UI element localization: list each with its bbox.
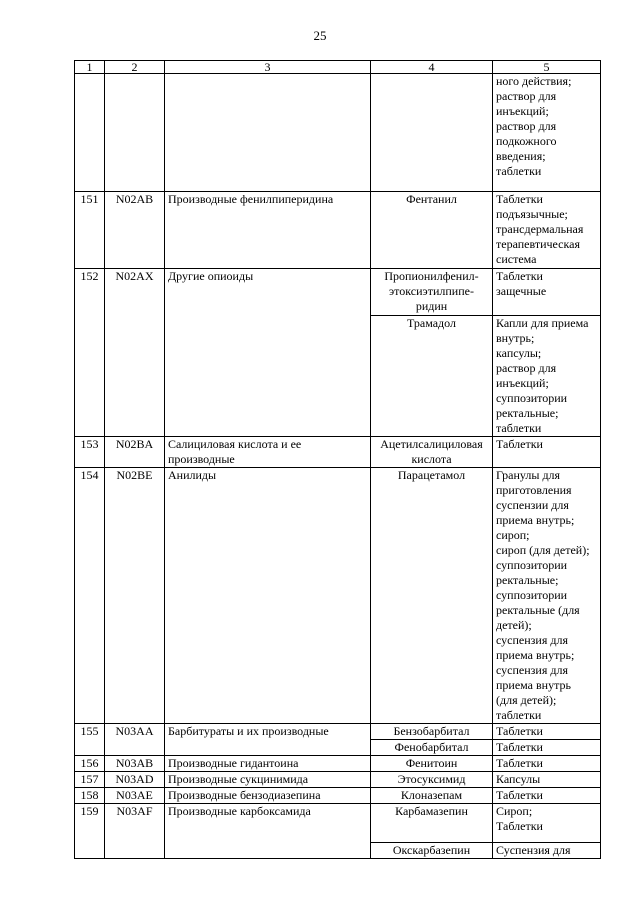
table-row	[75, 74, 601, 192]
number-cell: 159	[75, 804, 105, 859]
cell-text-line: раствор для	[496, 361, 557, 375]
inn-cell: Этосуксимид	[371, 772, 493, 788]
column-header: 3	[165, 61, 371, 74]
cell-text-line: этоксиэтилпипе-	[389, 284, 474, 298]
number-cell: 154	[75, 468, 105, 724]
cell-text-line: введения;	[496, 149, 546, 163]
cell-text-line: суспензия для	[496, 633, 568, 647]
cell-text-line: Салициловая кислота и ее	[168, 437, 302, 451]
table-row	[75, 468, 601, 724]
forms-cell	[493, 269, 601, 316]
forms-cell	[493, 437, 601, 468]
cell-text-line: защечные	[496, 284, 547, 298]
number-cell: 157	[75, 772, 105, 788]
cell-text-line: суппозитории	[496, 588, 568, 602]
cell-text-line: суспензии для	[496, 498, 569, 512]
inn-cell: Бензобарбитал	[371, 724, 493, 740]
number-cell: 158	[75, 788, 105, 804]
cell-text-line: трансдермальная	[496, 222, 584, 236]
inn-cell: Фенитоин	[371, 756, 493, 772]
cell-text-line: Пропионилфенил-	[384, 269, 479, 283]
code-cell: N02BE	[105, 468, 165, 724]
forms-cell	[493, 468, 601, 724]
group-cell: Производные фенилпиперидина	[165, 192, 371, 269]
cell-text-line: раствор для	[496, 119, 557, 133]
code-cell: N03AB	[105, 756, 165, 772]
cell-text-line: сироп;	[496, 528, 530, 542]
table-row	[75, 269, 601, 316]
cell-text-line: суспензия для	[496, 663, 568, 677]
cell-text-line: ректальные;	[496, 573, 559, 587]
code-cell: N02BA	[105, 437, 165, 468]
cell-text-line: таблетки	[496, 421, 542, 435]
inn-cell: Парацетамол	[371, 468, 493, 724]
cell-text-line: Таблетки	[496, 437, 543, 451]
number-cell: 152	[75, 269, 105, 437]
inn-cell: Окскарбазепин	[371, 843, 493, 859]
cell-text-line: детей);	[496, 618, 532, 632]
number-cell: 153	[75, 437, 105, 468]
table-row	[75, 192, 601, 269]
forms-cell: Таблетки	[493, 756, 601, 772]
code-cell: N03AA	[105, 724, 165, 756]
cell-text-line: приема внутрь;	[496, 648, 575, 662]
cell-text-line: производные	[168, 452, 235, 466]
number-cell: 151	[75, 192, 105, 269]
cell-text-line: система	[496, 252, 537, 266]
column-header: 2	[105, 61, 165, 74]
cell-text-line: Капли для приема	[496, 316, 589, 330]
cell-text-line: Сироп;	[496, 804, 533, 818]
cell-text-line: внутрь;	[496, 331, 535, 345]
group-cell	[165, 437, 371, 468]
number-cell: 156	[75, 756, 105, 772]
cell-text-line: приема внутрь	[496, 678, 571, 692]
table-row	[75, 772, 601, 788]
code-cell: N03AD	[105, 772, 165, 788]
cell-text-line: инъекций;	[496, 104, 549, 118]
table-row	[75, 756, 601, 772]
cell-text-line: подкожного	[496, 134, 557, 148]
group-cell: Производные бензодиазепина	[165, 788, 371, 804]
cell-text-line: ректальные (для	[496, 603, 580, 617]
inn-cell: Фентанил	[371, 192, 493, 269]
inn-cell: Трамадол	[371, 316, 493, 437]
cell-text-line: ректальные;	[496, 406, 559, 420]
group-cell: Производные карбоксамида	[165, 804, 371, 859]
column-header: 4	[371, 61, 493, 74]
forms-cell: Суспензия для	[493, 843, 601, 859]
forms-cell	[493, 316, 601, 437]
column-header: 1	[75, 61, 105, 74]
cell-text-line: Ацетилсалициловая	[380, 437, 483, 451]
cell-text-line: капсулы;	[496, 346, 542, 360]
cell-text-line: терапевтическая	[496, 237, 580, 251]
table-row	[75, 804, 601, 843]
group-cell: Анилиды	[165, 468, 371, 724]
inn-cell: Фенобарбитал	[371, 740, 493, 756]
cell-text-line: ного действия;	[496, 74, 572, 88]
code-cell: N02AX	[105, 269, 165, 437]
cell-text-line: таблетки	[496, 164, 542, 178]
code-cell: N03AE	[105, 788, 165, 804]
cell-text-line: Таблетки	[496, 269, 543, 283]
table-row	[75, 724, 601, 740]
column-header: 5	[493, 61, 601, 74]
inn-cell	[371, 269, 493, 316]
page-number: 25	[313, 28, 327, 43]
code-cell: N02AB	[105, 192, 165, 269]
group-cell: Производные сукцинимида	[165, 772, 371, 788]
forms-cell	[493, 74, 601, 192]
cell-text-line: раствор для	[496, 89, 557, 103]
cell-text-line: Таблетки	[496, 819, 543, 833]
inn-cell: Клоназепам	[371, 788, 493, 804]
cell-text-line: инъекций;	[496, 376, 549, 390]
cell-text-line: кислота	[411, 452, 452, 466]
cell-text-line: ридин	[415, 299, 448, 313]
cell-text-line: таблетки	[496, 708, 542, 722]
table-row	[75, 437, 601, 468]
code-cell	[105, 74, 165, 192]
cell-text-line: приготовления	[496, 483, 572, 497]
cell-text-line: суппозитории	[496, 558, 568, 572]
drug-list-table	[74, 60, 601, 859]
forms-cell: Таблетки	[493, 788, 601, 804]
cell-text-line: (для детей);	[496, 693, 557, 707]
forms-cell	[493, 804, 601, 843]
number-cell: 155	[75, 724, 105, 756]
group-cell: Барбитураты и их производные	[165, 724, 371, 756]
group-cell	[165, 74, 371, 192]
cell-text-line: суппозитории	[496, 391, 568, 405]
cell-text-line: сироп (для детей);	[496, 543, 590, 557]
forms-cell: Таблетки	[493, 740, 601, 756]
forms-cell: Капсулы	[493, 772, 601, 788]
inn-cell: Карбамазепин	[371, 804, 493, 843]
group-cell: Производные гидантоина	[165, 756, 371, 772]
inn-cell	[371, 437, 493, 468]
cell-text-line: Таблетки	[496, 192, 543, 206]
forms-cell	[493, 192, 601, 269]
cell-text-line: приема внутрь;	[496, 513, 575, 527]
number-cell	[75, 74, 105, 192]
code-cell: N03AF	[105, 804, 165, 859]
forms-cell: Таблетки	[493, 724, 601, 740]
group-cell: Другие опиоиды	[165, 269, 371, 437]
inn-cell	[371, 74, 493, 192]
cell-text-line: Гранулы для	[496, 468, 561, 482]
table-header-row	[75, 61, 601, 74]
table-row	[75, 788, 601, 804]
cell-text-line: подъязычные;	[496, 207, 568, 221]
